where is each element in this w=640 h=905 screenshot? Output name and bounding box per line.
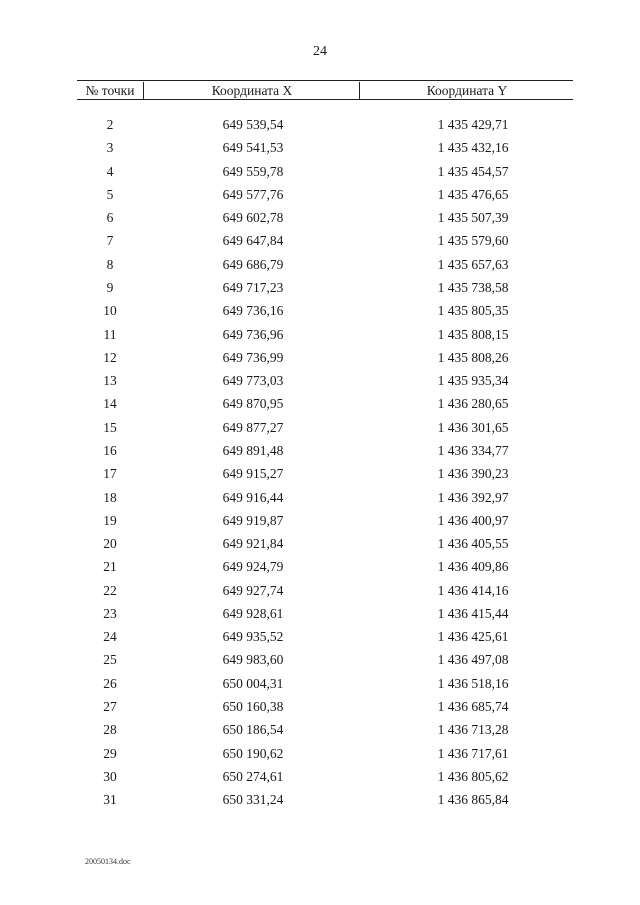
table-row [77,648,573,671]
table-row [77,555,573,578]
point-number-cell: 20 [103,536,117,552]
page-number: 24 [313,44,327,59]
coordinate-x-cell: 649 877,27 [222,419,284,435]
point-number-cell: 4 [106,163,114,179]
point-number-cell: 17 [103,466,117,482]
point-number-cell: 3 [106,140,114,156]
coordinate-x-cell: 649 924,79 [222,559,284,575]
coordinate-y-cell: 1 435 507,39 [437,210,509,226]
table-row [77,206,573,229]
table-row [77,323,573,346]
coordinate-x-cell: 650 331,24 [222,792,284,808]
coordinate-y-cell: 1 436 717,61 [437,745,509,761]
coordinate-x-cell: 649 717,23 [222,279,284,295]
table-header [77,82,573,99]
coordinate-x-cell: 650 274,61 [222,768,284,784]
point-number-cell: 23 [103,605,117,621]
coordinate-y-cell: 1 436 685,74 [437,699,509,715]
table-top-rule [77,80,573,81]
point-number-cell: 27 [103,699,117,715]
coordinate-y-cell: 1 435 805,35 [437,303,509,319]
header-point-number: № точки [85,83,135,98]
coordinate-y-cell: 1 436 865,84 [437,792,509,808]
coordinate-y-cell: 1 436 390,23 [437,466,509,482]
point-number-cell: 10 [103,303,117,319]
table-row [77,136,573,159]
coordinate-y-cell: 1 435 454,57 [437,163,509,179]
coordinate-y-cell: 1 435 579,60 [437,233,509,249]
point-number-cell: 9 [106,279,114,295]
coordinate-x-cell: 649 921,84 [222,536,284,552]
coordinate-y-cell: 1 435 935,34 [437,373,509,389]
coordinate-y-cell: 1 436 280,65 [437,396,509,412]
coordinate-y-cell: 1 435 738,58 [437,279,509,295]
table-row [77,462,573,485]
coordinate-y-cell: 1 436 805,62 [437,768,509,784]
point-number-cell: 29 [103,745,117,761]
table-row [77,416,573,439]
coordinate-x-cell: 650 004,31 [222,675,284,691]
point-number-cell: 22 [103,582,117,598]
header-coordinate-x: Координата X [143,82,360,99]
coordinate-x-cell: 649 928,61 [222,605,284,621]
coordinate-y-cell: 1 436 392,97 [437,489,509,505]
point-number-cell: 18 [103,489,117,505]
point-number-cell: 6 [106,210,114,226]
coordinate-x-cell: 649 919,87 [222,512,284,528]
coordinate-x-cell: 649 891,48 [222,442,284,458]
coordinate-x-cell: 649 541,53 [222,140,284,156]
point-number-cell: 11 [103,326,117,342]
point-number-cell: 26 [103,675,117,691]
coordinate-y-cell: 1 435 808,26 [437,349,509,365]
point-number-cell: 25 [103,652,117,668]
coordinate-y-cell: 1 436 497,08 [437,652,509,668]
point-number-cell: 15 [103,419,117,435]
table-row [77,602,573,625]
coordinate-y-cell: 1 436 415,44 [437,605,509,621]
point-number-cell: 13 [103,373,117,389]
coordinate-y-cell: 1 436 518,16 [437,675,509,691]
table-row [77,486,573,509]
table-row [77,532,573,555]
document-filename: 20050134.doc [85,857,131,866]
point-number-cell: 21 [103,559,117,575]
coordinate-y-cell: 1 436 414,16 [437,582,509,598]
coordinate-x-cell: 650 160,38 [222,699,284,715]
coordinate-y-cell: 1 436 425,61 [437,629,509,645]
coordinate-x-cell: 649 647,84 [222,233,284,249]
table-row [77,113,573,136]
table-row [77,718,573,741]
coordinate-y-cell: 1 435 432,16 [437,140,509,156]
coordinate-x-cell: 649 602,78 [222,210,284,226]
table-header-rule [77,99,573,100]
table-row [77,742,573,765]
coordinate-y-cell: 1 436 400,97 [437,512,509,528]
coordinate-y-cell: 1 436 713,28 [437,722,509,738]
point-number-cell: 31 [103,792,117,808]
table-row [77,229,573,252]
table-row [77,695,573,718]
table-row [77,160,573,183]
coordinate-x-cell: 649 935,52 [222,629,284,645]
point-number-cell: 14 [103,396,117,412]
coordinate-x-cell: 649 736,96 [222,326,284,342]
coordinate-x-cell: 649 736,99 [222,349,284,365]
coordinate-x-cell: 649 915,27 [222,466,284,482]
coordinate-x-cell: 650 186,54 [222,722,284,738]
coordinate-x-cell: 649 686,79 [222,256,284,272]
coordinate-x-cell: 649 577,76 [222,186,284,202]
point-number-cell: 5 [106,186,114,202]
coordinate-y-cell: 1 436 405,55 [437,536,509,552]
point-number-cell: 8 [106,256,114,272]
coordinate-y-cell: 1 436 301,65 [437,419,509,435]
coordinate-y-cell: 1 435 808,15 [437,326,509,342]
table-row [77,788,573,811]
table-row [77,625,573,648]
table-row [77,183,573,206]
table-row [77,346,573,369]
coordinate-y-cell: 1 436 334,77 [437,442,509,458]
table-row [77,392,573,415]
table-row [77,579,573,602]
table-row [77,765,573,788]
point-number-cell: 12 [103,349,117,365]
point-number-cell: 7 [106,233,114,249]
header-coordinate-y: Координата Y [359,82,574,99]
table-row [77,299,573,322]
point-number-cell: 16 [103,442,117,458]
coordinate-x-cell: 649 559,78 [222,163,284,179]
point-number-cell: 19 [103,512,117,528]
table-row [77,276,573,299]
coordinate-y-cell: 1 436 409,86 [437,559,509,575]
coordinate-x-cell: 649 736,16 [222,303,284,319]
point-number-cell: 2 [106,117,114,132]
table-row [77,369,573,392]
coordinate-y-cell: 1 435 429,71 [437,117,509,132]
table-body [77,113,573,811]
coordinate-x-cell: 649 983,60 [222,652,284,668]
coordinate-y-cell: 1 435 476,65 [437,186,509,202]
coordinate-x-cell: 649 916,44 [222,489,284,505]
table-row [77,509,573,532]
point-number-cell: 28 [103,722,117,738]
coordinate-x-cell: 649 773,03 [222,373,284,389]
point-number-cell: 24 [103,629,117,645]
coordinate-x-cell: 649 927,74 [222,582,284,598]
table-row [77,253,573,276]
coordinate-x-cell: 649 539,54 [222,117,284,132]
table-row [77,439,573,462]
coordinate-x-cell: 649 870,95 [222,396,284,412]
coordinate-y-cell: 1 435 657,63 [437,256,509,272]
point-number-cell: 30 [103,768,117,784]
table-row [77,672,573,695]
coordinate-x-cell: 650 190,62 [222,745,284,761]
